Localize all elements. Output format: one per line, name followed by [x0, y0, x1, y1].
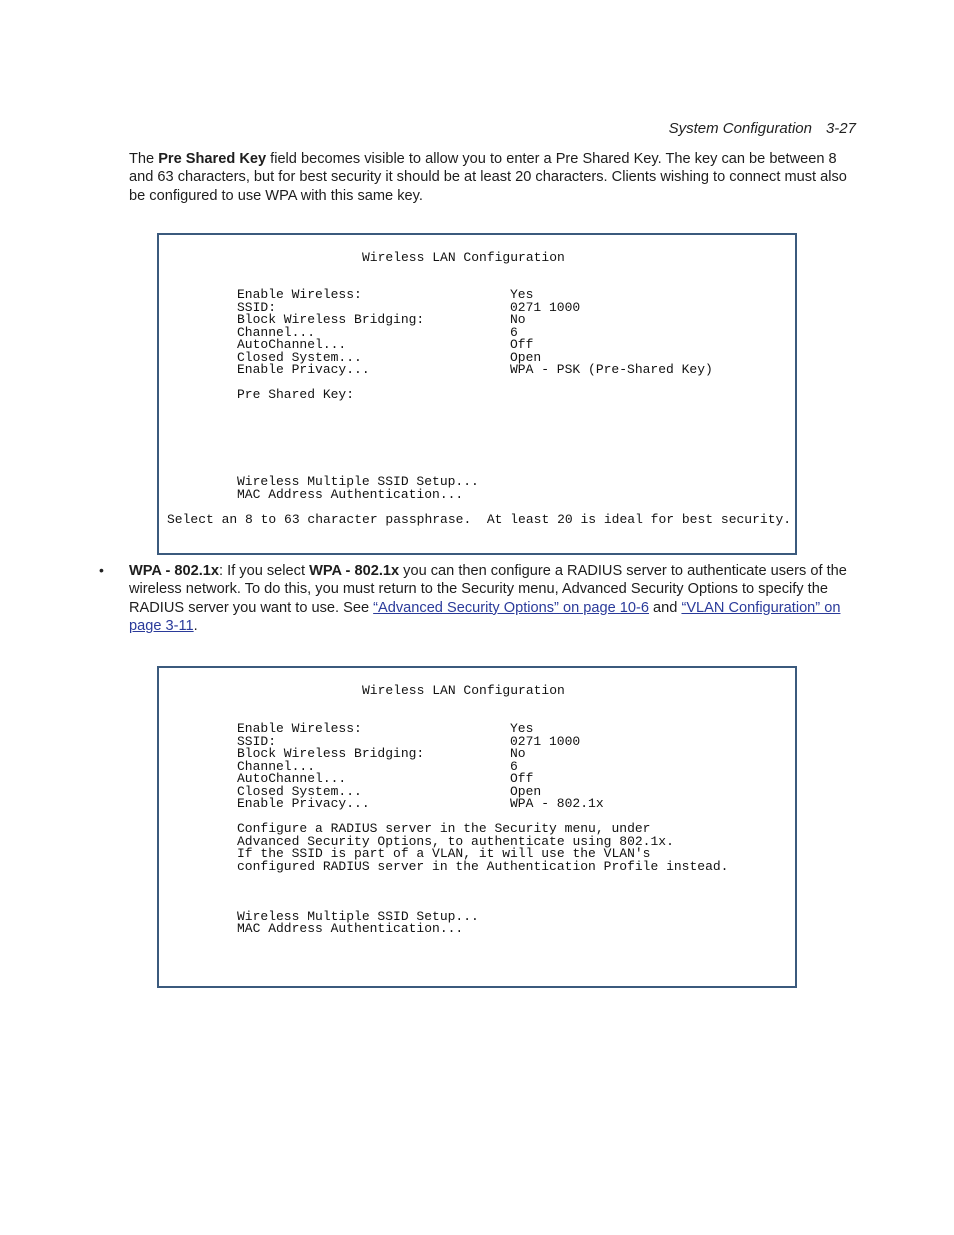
label-enable-wireless[interactable]: Enable Wireless: [237, 287, 362, 302]
label-block-bridging[interactable]: Block Wireless Bridging: [237, 312, 425, 327]
menu-enable-privacy[interactable]: Enable Privacy... [237, 362, 370, 377]
value-ssid: 0271 1000 [510, 300, 581, 315]
bullet-text-3: and [648, 599, 682, 616]
intro-bold-term: Pre Shared Key [158, 151, 267, 167]
bullet-text-1: : If you select [219, 563, 310, 579]
value-channel: 6 [510, 325, 518, 340]
intro-text-pre: The [129, 151, 159, 167]
menu-enable-privacy[interactable]: Enable Privacy... [237, 796, 370, 811]
radius-note-line: If the SSID is part of a VLAN, it will use the VLAN's [237, 846, 651, 861]
value-block-bridging: No [510, 746, 526, 761]
section-title: System Configuration [668, 120, 812, 137]
bullet-marker: • [99, 562, 104, 578]
page-number: 3-27 [825, 120, 856, 137]
menu-mac-auth[interactable]: MAC Address Authentication... [237, 487, 464, 502]
xref-vlan-config-link[interactable]: “VLAN Configuration” on page 3-11 [129, 599, 841, 634]
value-autochannel: Off [510, 337, 534, 352]
label-block-bridging[interactable]: Block Wireless Bridging: [237, 746, 425, 761]
menu-closed-system[interactable]: Closed System... [237, 350, 362, 365]
bullet-text-4: . [193, 617, 198, 634]
intro-paragraph [129, 150, 855, 205]
xref-advanced-security-link[interactable]: “Advanced Security Options” on page 10-6 [373, 599, 649, 616]
menu-multiple-ssid[interactable]: Wireless Multiple SSID Setup... [237, 474, 479, 489]
value-enable-wireless: Yes [510, 721, 534, 736]
label-ssid[interactable]: SSID: [237, 300, 277, 315]
running-head [669, 120, 856, 137]
terminal-screen-psk [157, 233, 797, 555]
menu-mac-auth[interactable]: MAC Address Authentication... [237, 921, 464, 936]
value-enable-privacy: WPA - 802.1x [510, 796, 604, 811]
bullet-term-2: WPA - 802.1x [309, 563, 400, 579]
screen-title: Wireless LAN Configuration [362, 250, 565, 265]
status-hint: Select an 8 to 63 character passphrase. At least 20 is ideal for best security. [167, 512, 792, 527]
menu-closed-system[interactable]: Closed System... [237, 784, 362, 799]
value-autochannel: Off [510, 771, 534, 786]
label-ssid[interactable]: SSID: [237, 734, 277, 749]
radius-note-line: Advanced Security Options, to authenticate using 802.1x. [237, 834, 674, 849]
bullet-text-2: you can then configure a RADIUS server to authenticate users of the wireless network. To do this, you must return to the Security menu, Advanced Security Options to specify the RADIUS server you want to use. See [129, 563, 847, 616]
menu-multiple-ssid[interactable]: Wireless Multiple SSID Setup... [237, 909, 479, 924]
value-ssid: 0271 1000 [510, 734, 581, 749]
value-closed-system: Open [510, 350, 542, 365]
intro-text-post: field becomes visible to allow you to enter a Pre Shared Key. The key can be between 8 and 63 characters, but for best security it should be at least 20 characters. Clients wishing to connect must also be configured to use WPA with this same key. [129, 151, 847, 204]
radius-note-line: Configure a RADIUS server in the Security menu, under [237, 821, 651, 836]
bullet-term: WPA - 802.1x [129, 563, 220, 579]
wpa-8021x-paragraph [129, 562, 855, 635]
terminal-screen-8021x [157, 666, 797, 988]
value-closed-system: Open [510, 784, 542, 799]
value-channel: 6 [510, 759, 518, 774]
menu-autochannel[interactable]: AutoChannel... [237, 337, 347, 352]
radius-note-line: configured RADIUS server in the Authentication Profile instead. [237, 859, 729, 874]
value-block-bridging: No [510, 312, 526, 327]
value-enable-wireless: Yes [510, 287, 534, 302]
menu-autochannel[interactable]: AutoChannel... [237, 771, 347, 786]
screen-title: Wireless LAN Configuration [362, 683, 565, 698]
psk-field-label[interactable]: Pre Shared Key: [237, 387, 355, 402]
label-enable-wireless[interactable]: Enable Wireless: [237, 721, 362, 736]
menu-channel[interactable]: Channel... [237, 325, 316, 340]
value-enable-privacy: WPA - PSK (Pre-Shared Key) [510, 362, 713, 377]
menu-channel[interactable]: Channel... [237, 759, 316, 774]
